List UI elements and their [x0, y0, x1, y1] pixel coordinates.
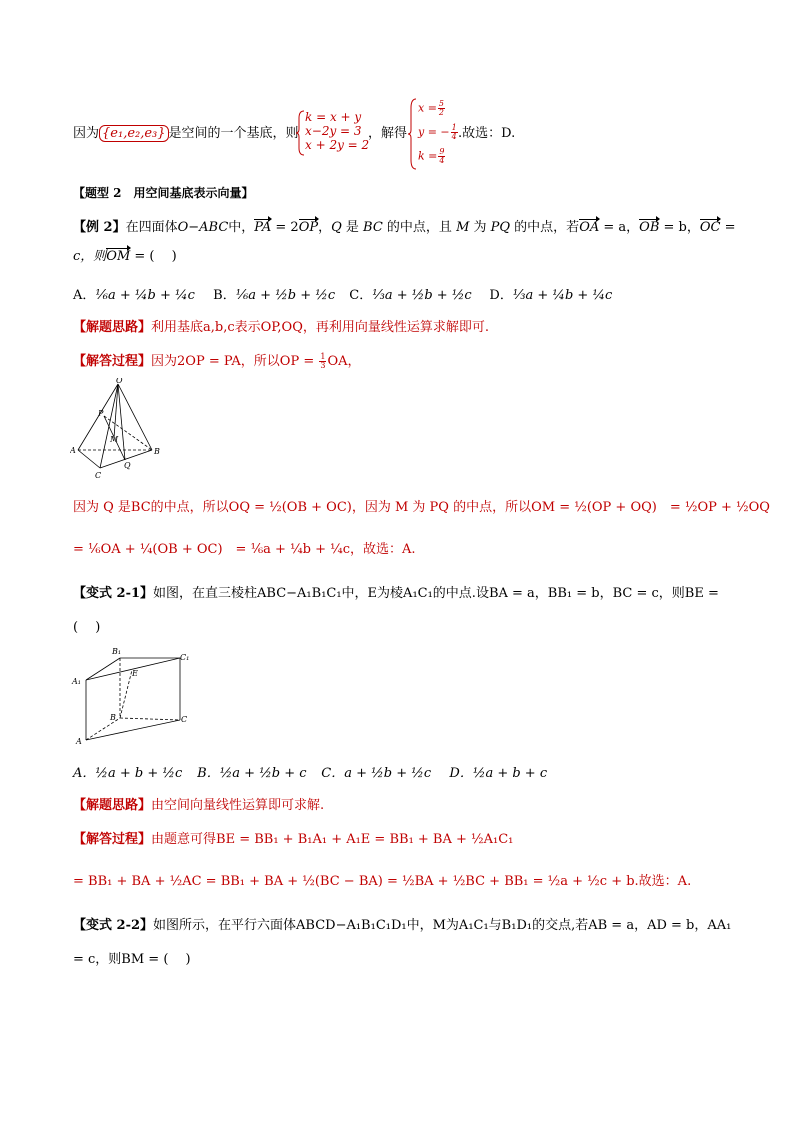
- t: 是: [341, 220, 364, 235]
- ex2-proc2: 因为 Q 是BC的中点，所以OQ = ½(OB + OC)，因为 M 为 PQ 的中点，所以OM = ½(OP + OQ) = ½OP + ½OQ: [73, 500, 770, 515]
- t: 如图，在直三棱柱ABC−A₁B₁C₁中，E为棱A₁C₁的中点.设BA = a，BB₁ = b，BC = c，则BE =: [153, 586, 719, 601]
- t: B．: [213, 288, 236, 303]
- v21-line1: [73, 584, 719, 604]
- t: D．: [489, 288, 513, 303]
- label: A: [76, 737, 82, 746]
- d: 4: [451, 132, 457, 141]
- option-d: D．⅓a + ¼b + ¼c: [489, 288, 613, 303]
- tetrahedron-figure: [70, 378, 170, 486]
- frac: [438, 148, 445, 165]
- t: = b，: [659, 220, 700, 235]
- option-b: B．½a + ½b + c: [197, 766, 307, 781]
- t: = ( ): [130, 249, 177, 264]
- option-a: A．½a + b + ½c: [73, 766, 183, 781]
- t: A．: [73, 288, 96, 303]
- vec: PA: [254, 218, 271, 238]
- vec: OB: [639, 218, 659, 238]
- sol-y: [418, 124, 459, 141]
- prism-figure: [70, 646, 200, 748]
- eq: x−2y = 3: [305, 124, 362, 138]
- label: B: [110, 713, 116, 722]
- t: 在四面体: [125, 220, 178, 235]
- v21-proc: [73, 830, 513, 850]
- tag: 【解题思路】: [73, 320, 152, 335]
- tag: 【变式 2-2】: [73, 918, 154, 933]
- n: 1: [451, 123, 457, 132]
- sol-k: [418, 148, 446, 165]
- option-a: A．⅙a + ¼b + ¼c: [73, 288, 195, 303]
- system-eqs: [305, 110, 369, 152]
- t: 由题意可得BE = BB₁ + B₁A₁ + A₁E = BB₁ + BA + ½A₁C₁: [151, 832, 514, 847]
- t: BC: [363, 220, 383, 235]
- t: 因为2OP = PA，所以OP =: [151, 354, 319, 369]
- t: = a，: [599, 220, 640, 235]
- label: C: [181, 715, 188, 724]
- label: C: [95, 471, 102, 480]
- t: Q: [331, 220, 342, 235]
- t: = 2: [271, 220, 299, 235]
- t: O−ABC: [177, 220, 229, 235]
- tag: 【解答过程】: [73, 832, 152, 847]
- t: OA，: [327, 354, 361, 369]
- option-c: C．a + ½b + ½c: [321, 766, 432, 781]
- brace-icon: [408, 98, 418, 170]
- eq: k = x + y: [305, 110, 362, 124]
- label: A: [70, 446, 76, 455]
- line1: [73, 124, 299, 144]
- t: k =: [418, 149, 438, 163]
- ex2-options: [73, 286, 612, 306]
- v21-idea: [73, 796, 324, 816]
- v21-paren: ( ): [73, 620, 101, 635]
- t: 为: [469, 220, 491, 235]
- label: B: [154, 447, 160, 456]
- option-d: D．½a + b + c: [449, 766, 548, 781]
- v21-options: [73, 764, 547, 784]
- d: 2: [438, 108, 445, 117]
- t: 的中点，且: [382, 220, 457, 235]
- v22-line1: [73, 916, 731, 936]
- vec: OP: [299, 218, 318, 238]
- answer-text: .故选：D.: [458, 126, 516, 141]
- section-title: 【题型 2 用空间基底表示向量】: [73, 186, 254, 200]
- eq: x + 2y = 2: [305, 138, 370, 152]
- label: B₁: [112, 647, 122, 656]
- solve-text: ，解得: [368, 126, 408, 141]
- n: 9: [439, 147, 445, 156]
- t: =: [720, 220, 736, 235]
- t: C．: [349, 288, 373, 303]
- system-brace: [296, 110, 370, 156]
- label: P: [98, 409, 104, 418]
- ex2-tag: 【例 2】: [73, 220, 126, 235]
- ex2-idea: [73, 318, 489, 338]
- ex2-proc3: = ⅙OA + ¼(OB + OC) = ⅙a + ¼b + ¼c，故选：A.: [73, 542, 416, 557]
- text: 因为: [73, 126, 100, 141]
- t: 中，: [228, 220, 255, 235]
- t: 由空间向量线性运算即可求解.: [151, 798, 325, 813]
- t: c，则: [73, 249, 107, 264]
- option-c: C．⅓a + ½b + ½c: [349, 288, 472, 303]
- vec: OC: [700, 218, 721, 238]
- tag: 【变式 2-1】: [73, 586, 154, 601]
- label: M: [110, 435, 119, 444]
- frac: [438, 100, 445, 117]
- v21-proc2: = BB₁ + BA + ½AC = BB₁ + BA + ½(BC − BA) = ½BA + ½BC + BB₁ = ½a + ½c + b.故选：A.: [73, 874, 692, 889]
- label: Q: [124, 461, 131, 470]
- basis: {e₁,e₂,e₃}: [99, 125, 169, 142]
- t: 如图所示，在平行六面体ABCD−A₁B₁C₁D₁中，M为A₁C₁与B₁D₁的交点,若AB = a，AD = b，AA₁: [153, 918, 732, 933]
- option-b: B．⅙a + ½b + ½c: [213, 288, 336, 303]
- ex2-line2: [73, 247, 177, 267]
- tag: 【解题思路】: [73, 798, 152, 813]
- frac: [451, 124, 458, 141]
- label: O: [116, 378, 123, 385]
- t: ，: [318, 220, 332, 235]
- vec: OA: [579, 218, 599, 238]
- t: M: [456, 220, 470, 235]
- label: A₁: [72, 677, 81, 686]
- ex2-line1: [73, 218, 736, 238]
- d: 4: [439, 156, 445, 165]
- text: 是空间的一个基底，则: [168, 126, 299, 141]
- label: E: [132, 669, 138, 678]
- t: y = −: [418, 125, 450, 139]
- tag: 【解答过程】: [73, 354, 152, 369]
- frac: $\frac{1}{3}$: [320, 352, 326, 370]
- t: 利用基底a,b,c表示OP,OQ，再利用向量线性运算求解即可.: [151, 320, 489, 335]
- ex2-proc: [73, 352, 361, 372]
- t: PQ: [490, 220, 511, 235]
- t: 的中点，若: [510, 220, 580, 235]
- sol-x: [418, 100, 446, 117]
- label: C₁: [180, 653, 190, 662]
- t: x =: [418, 101, 437, 115]
- v22-line2: = c，则BM = ( ): [73, 952, 191, 967]
- n: 5: [438, 99, 445, 108]
- vec: OM: [106, 247, 130, 267]
